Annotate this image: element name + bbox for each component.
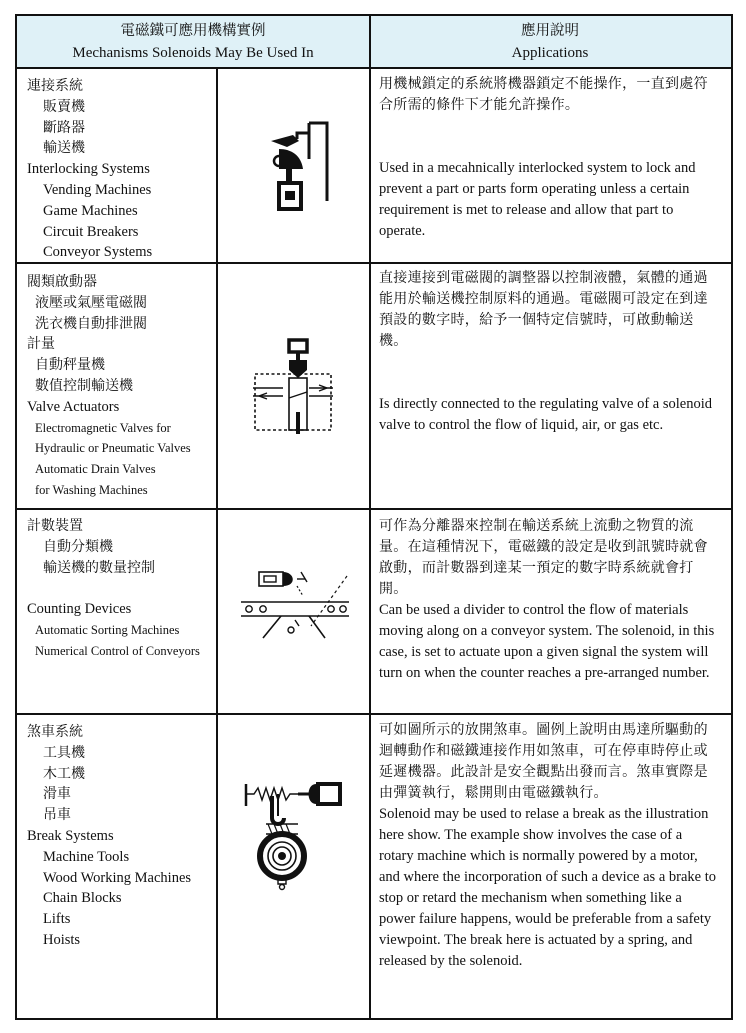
- row3-application: [379, 516, 719, 684]
- category-item: 連接系統: [27, 78, 83, 94]
- row4-app-en: Solenoid may be used to relase a break as the illustration here show. The example show involves the case of a rotary machine which is normally powered by a motor, and where the incorporation of such a device as a brake to stop or retard the mechanism when something like a power failure happens, would be preferable from a safety viewpoint. The break here is actuated by a spring, and released by the solenoid.: [379, 806, 716, 969]
- category-item: Valve Actuators: [27, 398, 120, 415]
- row1-app-zh: 用機械鎖定的系統將機器鎖定不能操作，一直到處符合所需的條件下才能允許操作。: [379, 76, 708, 113]
- brake-illustration: [242, 776, 352, 895]
- category-item: Hoists: [43, 931, 81, 948]
- category-item: 輸送機: [43, 140, 85, 157]
- category-item: Hydraulic or Pneumatic Valves: [35, 441, 191, 456]
- row4-application: [379, 720, 719, 972]
- category-item: Wood Working Machines: [43, 869, 192, 886]
- category-item: Interlocking Systems: [27, 161, 150, 178]
- category-item: 自動秤量機: [35, 357, 105, 374]
- category-item: [27, 578, 200, 599]
- table-header: [17, 16, 731, 67]
- header-mechanisms: [17, 16, 369, 67]
- category-item: 吊車: [43, 807, 71, 824]
- header-mechanisms-en: Mechanisms Solenoids May Be Used In: [72, 45, 314, 61]
- divider: [216, 67, 218, 1018]
- category-item: Numerical Control of Conveyors: [35, 643, 200, 658]
- header-applications-en: Applications: [511, 45, 589, 61]
- valve-illustration: [253, 338, 333, 442]
- applications-table: [15, 14, 733, 1020]
- row3-app-zh: 可作為分離器來控制在輸送系統上流動之物質的流量。在這種情況下，電磁鐵的設定是收到訊號時就會啟動，而計數器到達某一預定的數字時系統就會打開。: [379, 518, 708, 597]
- category-item: Counting Devices: [27, 601, 132, 618]
- category-item: 計量: [27, 336, 55, 353]
- category-item: Game Machines: [43, 202, 138, 219]
- counting-illustration: [239, 568, 354, 647]
- category-item: 數值控制輸送機: [35, 377, 133, 394]
- interlock-illustration: [257, 111, 337, 225]
- category-item: 閥類啟動器: [27, 274, 97, 290]
- row1-app-en: Used in a mecahnically interlocked system to lock and prevent a part or parts form operating unless a certain requirement is met to release and allow that part to operate.: [379, 160, 696, 239]
- category-item: 滑車: [43, 786, 71, 803]
- category-item: for Washing Machines: [35, 482, 148, 497]
- row2-categories: [27, 272, 191, 501]
- row1-application: [379, 74, 719, 242]
- row2-app-zh: 直接連接到電磁閥的調整器以控制液體，氣體的通過能用於輸送機控制原料的通過。電磁閥可設定在到達預設的數字時，給予一個特定信號時，可啟動輸送機。: [379, 270, 708, 349]
- category-item: Automatic Drain Valves: [35, 462, 156, 477]
- row1-categories: [27, 76, 152, 263]
- category-item: Chain Blocks: [43, 890, 122, 907]
- category-item: 輸送機的數量控制: [43, 559, 155, 576]
- row3-app-en: Can be used a divider to control the flow of materials moving along on a conveyor system. The solenoid, in this case, is set to actuate upon a given signal the system will turn on when the counter reaches a pre-arranged number.: [379, 602, 715, 681]
- row4-categories: [27, 722, 191, 951]
- divider: [17, 713, 731, 715]
- category-item: 販賣機: [43, 98, 85, 115]
- category-item: 煞車系統: [27, 724, 83, 740]
- category-item: 洗衣機自動排泄閥: [35, 315, 147, 332]
- row4-app-zh: 可如圖所示的放開煞車。圖例上說明由馬達所驅動的迴轉動作和磁鐵連接作用如煞車，可在停車時停止或延遲機器。此設計是安全觀點出發而言。煞車實際是由彈簧執行，鬆開則由電磁鐵執行。: [379, 722, 708, 801]
- category-item: Lifts: [43, 911, 71, 928]
- row2-app-en: Is directly connected to the regulating valve of a solenoid valve to control the flow of liquid, air, or gas etc.: [379, 396, 712, 433]
- category-item: 木工機: [43, 765, 85, 782]
- row2-application: [379, 268, 719, 436]
- category-item: Conveyor Systems: [43, 244, 153, 261]
- divider: [17, 508, 731, 510]
- category-item: Vending Machines: [43, 181, 152, 198]
- category-item: 計數裝置: [27, 518, 83, 534]
- category-item: 自動分類機: [43, 538, 113, 555]
- divider: [369, 16, 371, 1018]
- category-item: 液壓或氣壓電磁閥: [35, 294, 147, 311]
- header-mechanisms-zh: 電磁鐵可應用機構實例: [120, 23, 266, 39]
- category-item: Circuit Breakers: [43, 223, 139, 240]
- row3-categories: [27, 516, 200, 662]
- divider: [17, 67, 731, 69]
- category-item: Automatic Sorting Machines: [35, 622, 180, 637]
- category-item: 斷路器: [43, 119, 85, 136]
- header-applications: [369, 16, 731, 67]
- category-item: Electromagnetic Valves for: [35, 420, 171, 435]
- category-item: 工具機: [43, 744, 85, 761]
- category-item: Break Systems: [27, 827, 114, 844]
- category-item: Machine Tools: [43, 848, 130, 865]
- header-applications-zh: 應用說明: [521, 23, 579, 39]
